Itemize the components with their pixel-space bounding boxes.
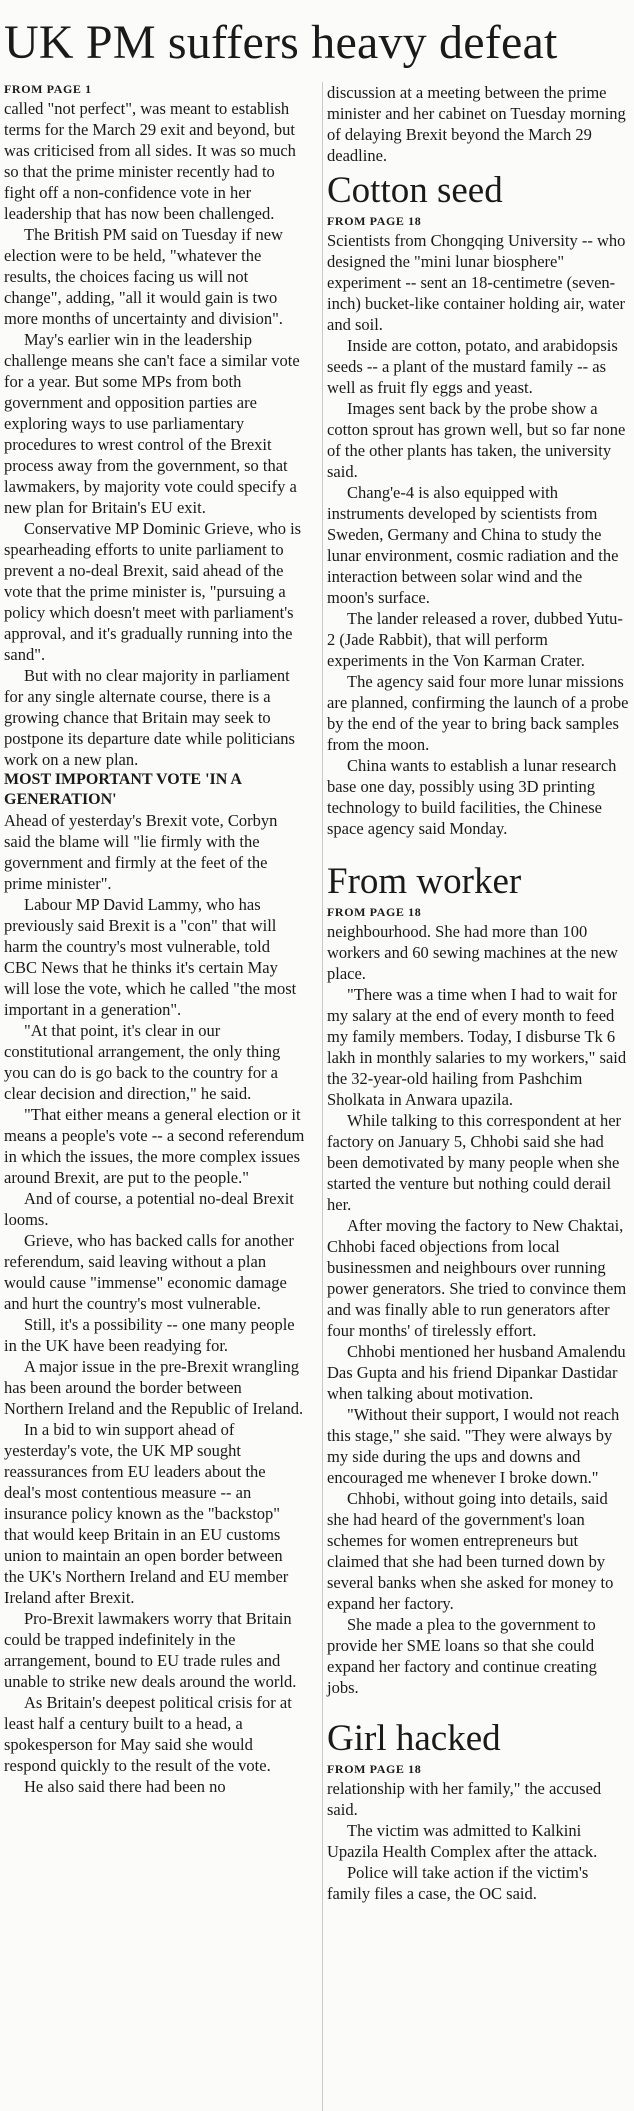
cotton-seed-paragraph: Images sent back by the probe show a cotton sprout has grown well, but so far none of the other plants has taken, the university said. [327, 399, 626, 481]
main-story-paragraph: Ahead of yesterday's Brexit vote, Corbyn said the blame will "lie firmly with the government and firmly at the feet of the prime minister". [4, 811, 278, 893]
from-worker-paragraph: After moving the factory to New Chaktai, Chhobi faced objections from local businessmen and neighbours over running power generators. She tried to convince them and was finally able to run generators after four months' of tirelessly effort. [327, 1216, 627, 1340]
from-worker-paragraph: "Without their support, I would not reach this stage," she said. "They were always by my side during the ups and downs and encouraged me whenever I broke down." [327, 1405, 620, 1487]
from-worker-from-page: FROM PAGE 18 [327, 905, 422, 919]
main-story-paragraph: In a bid to win support ahead of yesterday's vote, the UK MP sought reassurances from EU leaders about the deal's most contentious measure -- an insurance policy known as the "backstop" that would keep Britain in an EU customs union to maintain an open border between the UK's Northern Ireland and EU member Ireland after Brexit. [4, 1420, 289, 1607]
main-story-paragraph: A major issue in the pre-Brexit wrangling has been around the border between Northern Ireland and the Republic of Ireland. [4, 1357, 304, 1418]
cotton-seed-paragraph: Scientists from Chongqing University -- who designed the "mini lunar biosphere" experiment -- sent an 18-centimetre (seven-inch) bucket-like container holding air, water and soil. [327, 231, 626, 334]
main-story-paragraph: Labour MP David Lammy, who has previously said Brexit is a "con" that will harm the country's most vulnerable, told CBC News that he thinks it's certain May will lose the vote, which he called "the most important in a generation". [4, 895, 297, 1019]
cotton-seed-paragraph: The agency said four more lunar missions are planned, confirming the launch of a probe by the end of the year to bring back samples from the moon. [327, 672, 629, 754]
girl-hacked-paragraph: The victim was admitted to Kalkini Upazila Health Complex after the attack. [327, 1821, 598, 1861]
cotton-seed-paragraph: Inside are cotton, potato, and arabidopsis seeds -- a plant of the mustard family -- as well as fruit fly eggs and yeast. [327, 336, 618, 397]
from-worker-article [327, 861, 630, 1698]
girl-hacked-headline: Girl hacked [327, 1718, 501, 1759]
main-story-paragraph: "At that point, it's clear in our constitutional arrangement, the only thing you can do is go back to the country for a clear decision and direction," he said. [4, 1021, 281, 1103]
from-worker-paragraph: While talking to this correspondent at her factory on January 5, Chhobi said she had been demotivated by many people when she started the venture but nothing could derail her. [327, 1111, 622, 1214]
main-story-paragraph: "That either means a general election or it means a people's vote -- a second referendum in which the issues, the more complex issues around Brexit, are put to the people." [4, 1105, 305, 1187]
main-story-paragraph: The British PM said on Tuesday if new election were to be held, "whatever the results, the choices facing us will not change", adding, "all it would gain is two more months of uncertainty and division". [4, 225, 283, 328]
right-column [322, 82, 630, 2111]
main-story-paragraph: But with no clear majority in parliament for any single alternate course, there is a growing chance that Britain may seek to postpone its departure date while politicians work on a new plan. [4, 666, 295, 769]
from-worker-paragraph: Chhobi mentioned her husband Amalendu Das Gupta and his friend Dipankar Dastidar when talking about motivation. [327, 1342, 626, 1403]
main-story-continuation: discussion at a meeting between the prime minister and her cabinet on Tuesday morning of delaying Brexit beyond the March 29 deadline. [327, 83, 626, 165]
cotton-seed-paragraph: China wants to establish a lunar research base one day, possibly using 3D printing technology to build facilities, the Chinese space agency said Monday. [327, 756, 617, 838]
page-headline: UK PM suffers heavy defeat [4, 16, 558, 69]
cotton-seed-paragraph: Chang'e-4 is also equipped with instruments developed by scientists from Sweden, Germany and China to study the lunar environment, cosmic radiation and the interaction between solar wind and the moon's surface. [327, 483, 619, 607]
from-worker-paragraph: "There was a time when I had to wait for my salary at the end of every month to feed my family members. Today, I disburse Tk 6 lakh in monthly salaries to my workers," said the 32-year-old hailing from Pashchim Sholkata in Anwara upazila. [327, 985, 627, 1109]
girl-hacked-paragraph: relationship with her family," the accused said. [327, 1779, 602, 1819]
main-story-paragraph: Still, it's a possibility -- one many people in the UK have been readying for. [4, 1315, 295, 1355]
cotton-seed-article [327, 170, 630, 839]
girl-hacked-paragraph: Police will take action if the victim's family files a case, the OC said. [327, 1863, 589, 1903]
main-story-paragraph: called "not perfect", was meant to establish terms for the March 29 exit and beyond, but was criticised from all sides. It was so much so that the prime minister recently had to fight off a non-confidence vote in her leadership that has now been challenged. [4, 99, 296, 223]
main-story-paragraph: Grieve, who has backed calls for another referendum, said leaving without a plan would cause "immense" economic damage and hurt the country's most vulnerable. [4, 1231, 294, 1313]
cotton-seed-headline: Cotton seed [327, 170, 503, 211]
girl-hacked-article [327, 1718, 630, 1904]
main-story-paragraph: Pro-Brexit lawmakers worry that Britain could be trapped indefinitely in the arrangement, bound to EU trade rules and unable to strike new deals around the world. [4, 1609, 297, 1691]
main-story-paragraph: May's earlier win in the leadership challenge means she can't face a similar vote for a year. But some MPs from both government and opposition parties are exploring ways to use parliamentary procedures to wrest control of the Brexit process away from the government, so that lawmakers, by majority vote could specify a new plan for Britain's EU exit. [4, 330, 300, 517]
cotton-seed-from-page: FROM PAGE 18 [327, 214, 422, 228]
left-column [4, 82, 311, 2111]
main-story-from-page: FROM PAGE 1 [4, 82, 92, 96]
from-worker-paragraph: She made a plea to the government to provide her SME loans so that she could expand her factory and continue creating jobs. [327, 1615, 597, 1697]
main-story-subhead: MOST IMPORTANT VOTE 'IN A GENERATION' [4, 771, 242, 808]
cotton-seed-paragraph: The lander released a rover, dubbed Yutu-2 (Jade Rabbit), that will perform experiments in the Von Karman Crater. [327, 609, 623, 670]
main-story-paragraph: He also said there had been no [24, 1777, 226, 1796]
from-worker-headline: From worker [327, 861, 522, 902]
girl-hacked-from-page: FROM PAGE 18 [327, 1762, 422, 1776]
main-story-paragraph: As Britain's deepest political crisis for at least half a century built to a head, a spokesperson for May said she would respond quickly to the result of the vote. [4, 1693, 292, 1775]
main-story-paragraph: Conservative MP Dominic Grieve, who is spearheading efforts to unite parliament to prevent a no-deal Brexit, said ahead of the vote that the prime minister is, "pursuing a policy which doesn't meet with parliament's approval, and it's gradually running into the sand". [4, 519, 302, 664]
from-worker-paragraph: Chhobi, without going into details, said she had heard of the government's loan schemes for women entrepreneurs but claimed that she had been turned down by several banks when she asked for money to expand her factory. [327, 1489, 614, 1613]
from-worker-paragraph: neighbourhood. She had more than 100 workers and 60 sewing machines at the new place. [327, 922, 618, 983]
main-story-paragraph: And of course, a potential no-deal Brexit looms. [4, 1189, 294, 1229]
